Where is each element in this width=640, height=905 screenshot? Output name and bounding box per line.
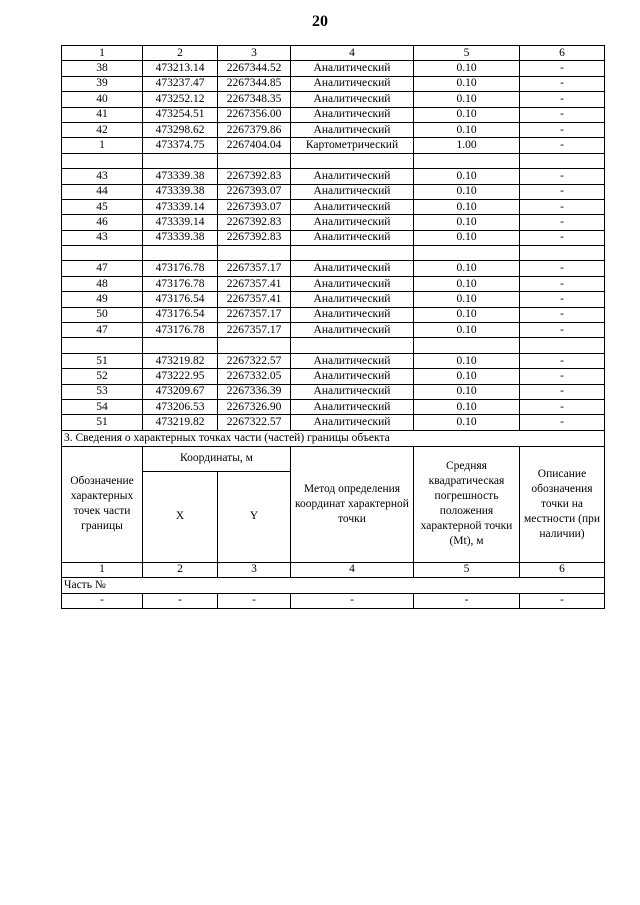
method: Аналитический bbox=[291, 184, 414, 199]
method: Аналитический bbox=[291, 92, 414, 107]
method: Аналитический bbox=[291, 415, 414, 430]
table-cell: - bbox=[414, 593, 520, 608]
coord-y: 2267322.57 bbox=[218, 415, 291, 430]
coord-x: 473254.51 bbox=[143, 107, 218, 122]
table-row bbox=[62, 169, 605, 184]
point-number: 48 bbox=[62, 276, 143, 291]
coord-x: 473176.54 bbox=[143, 292, 218, 307]
coordinates-table bbox=[61, 45, 605, 609]
header-description: Описание обозначения точки на местности (при наличии) bbox=[520, 446, 605, 562]
description: - bbox=[520, 61, 605, 76]
point-number: 50 bbox=[62, 307, 143, 322]
point-number: 44 bbox=[62, 184, 143, 199]
point-number: 51 bbox=[62, 353, 143, 368]
coord-x: 473339.38 bbox=[143, 169, 218, 184]
method: Аналитический bbox=[291, 307, 414, 322]
empty-cell bbox=[414, 153, 520, 168]
accuracy: 0.10 bbox=[414, 323, 520, 338]
column-number: 3 bbox=[218, 562, 291, 577]
coord-y: 2267392.83 bbox=[218, 169, 291, 184]
column-number: 4 bbox=[291, 562, 414, 577]
coord-y: 2267344.85 bbox=[218, 76, 291, 91]
accuracy: 0.10 bbox=[414, 184, 520, 199]
description: - bbox=[520, 215, 605, 230]
coord-x: 473176.78 bbox=[143, 323, 218, 338]
page-number: 20 bbox=[312, 13, 328, 30]
coord-x: 473298.62 bbox=[143, 122, 218, 137]
empty-cell bbox=[218, 246, 291, 261]
empty-cell bbox=[218, 338, 291, 353]
point-number: 43 bbox=[62, 169, 143, 184]
point-number: 42 bbox=[62, 122, 143, 137]
point-number: 54 bbox=[62, 399, 143, 414]
table-cell: - bbox=[218, 593, 291, 608]
point-number: 38 bbox=[62, 61, 143, 76]
description: - bbox=[520, 122, 605, 137]
accuracy: 0.10 bbox=[414, 292, 520, 307]
coord-y: 2267357.41 bbox=[218, 292, 291, 307]
coord-y: 2267393.07 bbox=[218, 199, 291, 214]
table-row bbox=[62, 215, 605, 230]
coord-x: 473374.75 bbox=[143, 138, 218, 153]
coord-y: 2267332.05 bbox=[218, 369, 291, 384]
coord-x: 473222.95 bbox=[143, 369, 218, 384]
column-number: 1 bbox=[62, 46, 143, 61]
description: - bbox=[520, 307, 605, 322]
point-number: 41 bbox=[62, 107, 143, 122]
description: - bbox=[520, 169, 605, 184]
method: Аналитический bbox=[291, 199, 414, 214]
description: - bbox=[520, 353, 605, 368]
coord-x: 473339.38 bbox=[143, 184, 218, 199]
coord-x: 473176.54 bbox=[143, 307, 218, 322]
table-cell: - bbox=[520, 593, 605, 608]
method: Картометрический bbox=[291, 138, 414, 153]
empty-cell bbox=[520, 338, 605, 353]
description: - bbox=[520, 199, 605, 214]
description: - bbox=[520, 384, 605, 399]
table-row bbox=[62, 292, 605, 307]
section-column-number-row bbox=[62, 562, 605, 577]
accuracy: 0.10 bbox=[414, 230, 520, 245]
coord-x: 473219.82 bbox=[143, 353, 218, 368]
section-title-row bbox=[62, 430, 605, 446]
description: - bbox=[520, 261, 605, 276]
section-title: 3. Сведения о характерных точках части (частей) границы объекта bbox=[62, 430, 605, 446]
table-cell: - bbox=[291, 593, 414, 608]
accuracy: 0.10 bbox=[414, 307, 520, 322]
separator-row bbox=[62, 153, 605, 168]
coord-x: 473213.14 bbox=[143, 61, 218, 76]
empty-cell bbox=[62, 153, 143, 168]
accuracy: 0.10 bbox=[414, 261, 520, 276]
coord-x: 473237.47 bbox=[143, 76, 218, 91]
coord-y: 2267348.35 bbox=[218, 92, 291, 107]
empty-cell bbox=[291, 338, 414, 353]
column-number: 3 bbox=[218, 46, 291, 61]
description: - bbox=[520, 138, 605, 153]
accuracy: 0.10 bbox=[414, 384, 520, 399]
description: - bbox=[520, 323, 605, 338]
coord-x: 473339.38 bbox=[143, 230, 218, 245]
column-number: 2 bbox=[143, 46, 218, 61]
empty-cell bbox=[143, 153, 218, 168]
header-coordinates: Координаты, м bbox=[143, 446, 291, 471]
column-number: 4 bbox=[291, 46, 414, 61]
table-row bbox=[62, 122, 605, 137]
description: - bbox=[520, 292, 605, 307]
accuracy: 0.10 bbox=[414, 415, 520, 430]
column-number: 6 bbox=[520, 562, 605, 577]
empty-cell bbox=[143, 338, 218, 353]
separator-row bbox=[62, 338, 605, 353]
empty-cell bbox=[291, 153, 414, 168]
coord-x: 473252.12 bbox=[143, 92, 218, 107]
coord-y: 2267392.83 bbox=[218, 215, 291, 230]
empty-cell bbox=[291, 246, 414, 261]
point-number: 45 bbox=[62, 199, 143, 214]
coord-x: 473209.67 bbox=[143, 384, 218, 399]
empty-cell bbox=[414, 338, 520, 353]
coord-y: 2267392.83 bbox=[218, 230, 291, 245]
coord-x: 473339.14 bbox=[143, 215, 218, 230]
description: - bbox=[520, 369, 605, 384]
table-row bbox=[62, 107, 605, 122]
empty-cell bbox=[520, 246, 605, 261]
method: Аналитический bbox=[291, 215, 414, 230]
column-number: 5 bbox=[414, 562, 520, 577]
accuracy: 1.00 bbox=[414, 138, 520, 153]
coord-y: 2267322.57 bbox=[218, 353, 291, 368]
coord-y: 2267393.07 bbox=[218, 184, 291, 199]
accuracy: 0.10 bbox=[414, 353, 520, 368]
table-row bbox=[62, 384, 605, 399]
point-number: 53 bbox=[62, 384, 143, 399]
description: - bbox=[520, 184, 605, 199]
column-number: 5 bbox=[414, 46, 520, 61]
separator-row bbox=[62, 246, 605, 261]
header-accuracy: Средняя квадратическая погрешность положения характерной точки (Mt), м bbox=[414, 446, 520, 562]
part-data-row bbox=[62, 593, 605, 608]
accuracy: 0.10 bbox=[414, 169, 520, 184]
table-row bbox=[62, 261, 605, 276]
method: Аналитический bbox=[291, 399, 414, 414]
description: - bbox=[520, 415, 605, 430]
accuracy: 0.10 bbox=[414, 122, 520, 137]
empty-cell bbox=[62, 246, 143, 261]
point-number: 39 bbox=[62, 76, 143, 91]
table-row bbox=[62, 184, 605, 199]
description: - bbox=[520, 76, 605, 91]
column-number: 2 bbox=[143, 562, 218, 577]
header-y: Y bbox=[218, 471, 291, 562]
empty-cell bbox=[143, 246, 218, 261]
column-number-row bbox=[62, 46, 605, 61]
coord-y: 2267379.86 bbox=[218, 122, 291, 137]
accuracy: 0.10 bbox=[414, 369, 520, 384]
accuracy: 0.10 bbox=[414, 276, 520, 291]
description: - bbox=[520, 92, 605, 107]
method: Аналитический bbox=[291, 353, 414, 368]
coord-x: 473176.78 bbox=[143, 276, 218, 291]
accuracy: 0.10 bbox=[414, 92, 520, 107]
method: Аналитический bbox=[291, 122, 414, 137]
coord-x: 473176.78 bbox=[143, 261, 218, 276]
table-row bbox=[62, 323, 605, 338]
empty-cell bbox=[62, 338, 143, 353]
method: Аналитический bbox=[291, 230, 414, 245]
table-row bbox=[62, 138, 605, 153]
table-row bbox=[62, 353, 605, 368]
header-point-designation: Обозначение характерных точек части границы bbox=[62, 446, 143, 562]
table-row bbox=[62, 276, 605, 291]
header-x: X bbox=[143, 471, 218, 562]
coord-x: 473219.82 bbox=[143, 415, 218, 430]
header-method: Метод определения координат характерной точки bbox=[291, 446, 414, 562]
point-number: 47 bbox=[62, 323, 143, 338]
accuracy: 0.10 bbox=[414, 61, 520, 76]
coord-y: 2267357.17 bbox=[218, 261, 291, 276]
description: - bbox=[520, 276, 605, 291]
table-row bbox=[62, 199, 605, 214]
coord-x: 473206.53 bbox=[143, 399, 218, 414]
coord-y: 2267357.41 bbox=[218, 276, 291, 291]
point-number: 49 bbox=[62, 292, 143, 307]
accuracy: 0.10 bbox=[414, 399, 520, 414]
part-label: Часть № bbox=[62, 578, 605, 593]
table-row bbox=[62, 230, 605, 245]
method: Аналитический bbox=[291, 76, 414, 91]
empty-cell bbox=[218, 153, 291, 168]
point-number: 51 bbox=[62, 415, 143, 430]
coord-y: 2267356.00 bbox=[218, 107, 291, 122]
section-header-row bbox=[62, 446, 605, 471]
coord-y: 2267404.04 bbox=[218, 138, 291, 153]
part-label-row bbox=[62, 578, 605, 593]
coordinates-table-wrap bbox=[61, 45, 604, 609]
column-number: 1 bbox=[62, 562, 143, 577]
method: Аналитический bbox=[291, 369, 414, 384]
point-number: 52 bbox=[62, 369, 143, 384]
coord-y: 2267336.39 bbox=[218, 384, 291, 399]
table-row bbox=[62, 369, 605, 384]
empty-cell bbox=[414, 246, 520, 261]
coord-y: 2267357.17 bbox=[218, 323, 291, 338]
table-row bbox=[62, 92, 605, 107]
accuracy: 0.10 bbox=[414, 199, 520, 214]
table-cell: - bbox=[62, 593, 143, 608]
table-cell: - bbox=[143, 593, 218, 608]
method: Аналитический bbox=[291, 292, 414, 307]
method: Аналитический bbox=[291, 169, 414, 184]
coord-y: 2267344.52 bbox=[218, 61, 291, 76]
accuracy: 0.10 bbox=[414, 76, 520, 91]
empty-cell bbox=[520, 153, 605, 168]
point-number: 40 bbox=[62, 92, 143, 107]
point-number: 46 bbox=[62, 215, 143, 230]
method: Аналитический bbox=[291, 384, 414, 399]
table-row bbox=[62, 399, 605, 414]
coord-y: 2267326.90 bbox=[218, 399, 291, 414]
table-row bbox=[62, 76, 605, 91]
description: - bbox=[520, 107, 605, 122]
table-row bbox=[62, 415, 605, 430]
method: Аналитический bbox=[291, 276, 414, 291]
coord-y: 2267357.17 bbox=[218, 307, 291, 322]
description: - bbox=[520, 399, 605, 414]
point-number: 47 bbox=[62, 261, 143, 276]
table-row bbox=[62, 61, 605, 76]
point-number: 43 bbox=[62, 230, 143, 245]
accuracy: 0.10 bbox=[414, 107, 520, 122]
accuracy: 0.10 bbox=[414, 215, 520, 230]
coord-x: 473339.14 bbox=[143, 199, 218, 214]
method: Аналитический bbox=[291, 107, 414, 122]
column-number: 6 bbox=[520, 46, 605, 61]
method: Аналитический bbox=[291, 61, 414, 76]
description: - bbox=[520, 230, 605, 245]
method: Аналитический bbox=[291, 261, 414, 276]
method: Аналитический bbox=[291, 323, 414, 338]
point-number: 1 bbox=[62, 138, 143, 153]
table-row bbox=[62, 307, 605, 322]
